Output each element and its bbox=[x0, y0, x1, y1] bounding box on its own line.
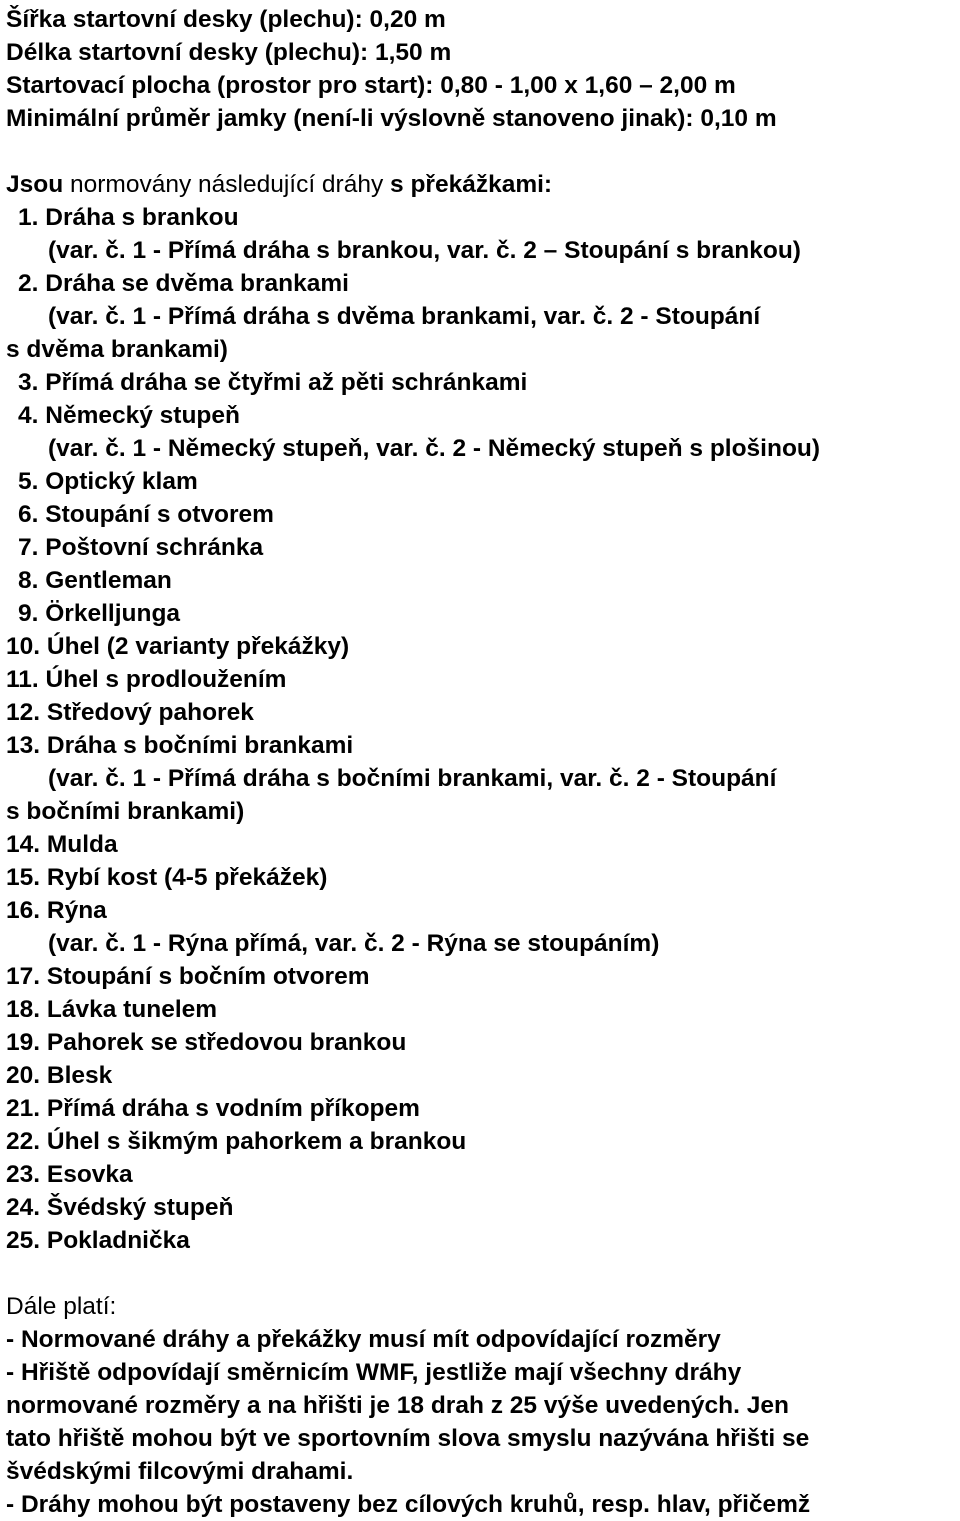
track-name: Dráha s brankou bbox=[45, 204, 239, 231]
track-item bbox=[6, 564, 956, 597]
track-name: Úhel s prodloužením bbox=[45, 666, 287, 693]
track-number: 12. bbox=[6, 699, 41, 726]
track-name: Přímá dráha se čtyřmi až pěti schránkami bbox=[45, 369, 528, 396]
track-item bbox=[6, 531, 956, 564]
track-item bbox=[6, 201, 956, 234]
track-name: Stoupání s bočním otvorem bbox=[46, 963, 370, 990]
track-name: Přímá dráha s vodním příkopem bbox=[46, 1095, 420, 1122]
track-name: Örkelljunga bbox=[45, 600, 181, 627]
rules-line: - Dráhy mohou být postaveny bez cílových kruhů, resp. hlav, přičemž bbox=[6, 1491, 811, 1518]
track-name: Pahorek se středovou brankou bbox=[46, 1029, 407, 1056]
track-item bbox=[6, 597, 956, 630]
track-variants: (var. č. 1 - Přímá dráha s dvěma brankami, var. č. 2 - Stoupání bbox=[48, 303, 761, 330]
track-number: 25. bbox=[6, 1227, 41, 1254]
track-name: Blesk bbox=[46, 1062, 113, 1089]
track-name: Rybí kost (4-5 překážek) bbox=[46, 864, 328, 891]
track-item bbox=[6, 1059, 956, 1092]
track-number: 18. bbox=[6, 996, 41, 1023]
track-list bbox=[6, 201, 956, 1257]
track-variants: (var. č. 1 - Rýna přímá, var. č. 2 - Rýna se stoupáním) bbox=[48, 930, 660, 957]
track-item bbox=[6, 1092, 956, 1125]
rules-line: tato hřiště mohou být ve sportovním slova smyslu nazývána hřišti se bbox=[6, 1425, 810, 1452]
track-item bbox=[6, 861, 956, 894]
rules-line: - Hřiště odpovídají směrnicím WMF, jestliže mají všechny dráhy bbox=[6, 1359, 742, 1386]
track-item bbox=[6, 993, 956, 1026]
rules-line: švédskými filcovými drahami. bbox=[6, 1458, 354, 1485]
rules-heading: Dále platí: bbox=[6, 1293, 117, 1320]
track-name: Poštovní schránka bbox=[45, 534, 264, 561]
track-number: 13. bbox=[6, 732, 41, 759]
spec-line: Startovací plocha (prostor pro start): 0,80 - 1,00 x 1,60 – 2,00 m bbox=[6, 72, 736, 99]
track-item bbox=[6, 366, 956, 399]
track-name: Mulda bbox=[46, 831, 118, 858]
track-number: 6. bbox=[18, 501, 39, 528]
track-item bbox=[6, 894, 956, 927]
document-page bbox=[6, 3, 956, 1521]
track-number: 21. bbox=[6, 1095, 41, 1122]
track-variants-continuation: s bočními brankami) bbox=[6, 798, 245, 825]
track-name: Stoupání s otvorem bbox=[45, 501, 274, 528]
track-item bbox=[6, 1224, 956, 1257]
track-name: Gentleman bbox=[45, 567, 172, 594]
track-number: 11. bbox=[6, 666, 39, 693]
track-name: Esovka bbox=[46, 1161, 133, 1188]
track-item bbox=[6, 1125, 956, 1158]
track-number: 1. bbox=[18, 204, 39, 231]
track-number: 3. bbox=[18, 369, 39, 396]
track-name: Švédský stupeň bbox=[46, 1194, 234, 1221]
intro-part: normovány následující dráhy bbox=[63, 171, 391, 198]
track-item bbox=[6, 696, 956, 729]
intro-part: Jsou bbox=[6, 171, 64, 198]
track-item bbox=[6, 828, 956, 861]
track-name: Německý stupeň bbox=[45, 402, 240, 429]
track-name: Dráha se dvěma brankami bbox=[45, 270, 349, 297]
intro-line bbox=[6, 168, 956, 201]
spacer bbox=[6, 135, 956, 168]
track-variants-continuation: s dvěma brankami) bbox=[6, 336, 228, 363]
track-number: 9. bbox=[18, 600, 39, 627]
track-number: 5. bbox=[18, 468, 39, 495]
track-item bbox=[6, 498, 956, 531]
track-name: Optický klam bbox=[45, 468, 198, 495]
track-number: 22. bbox=[6, 1128, 41, 1155]
spec-line: Šířka startovní desky (plechu): 0,20 m bbox=[6, 6, 446, 33]
spec-line: Délka startovní desky (plechu): 1,50 m bbox=[6, 39, 452, 66]
track-name: Úhel (2 varianty překážky) bbox=[46, 633, 350, 660]
track-item bbox=[6, 1026, 956, 1059]
rules-line: - Normované dráhy a překážky musí mít odpovídající rozměry bbox=[6, 1326, 721, 1353]
track-number: 8. bbox=[18, 567, 39, 594]
track-number: 14. bbox=[6, 831, 41, 858]
track-number: 2. bbox=[18, 270, 39, 297]
track-item bbox=[6, 729, 956, 762]
track-number: 19. bbox=[6, 1029, 41, 1056]
track-name: Rýna bbox=[46, 897, 107, 924]
track-number: 7. bbox=[18, 534, 39, 561]
track-name: Lávka tunelem bbox=[46, 996, 218, 1023]
track-item bbox=[6, 663, 956, 696]
spacer bbox=[6, 1257, 956, 1290]
track-item bbox=[6, 960, 956, 993]
track-number: 20. bbox=[6, 1062, 41, 1089]
track-name: Úhel s šikmým pahorkem a brankou bbox=[46, 1128, 467, 1155]
track-number: 4. bbox=[18, 402, 39, 429]
track-number: 16. bbox=[6, 897, 41, 924]
track-variants: (var. č. 1 - Přímá dráha s brankou, var. č. 2 – Stoupání s brankou) bbox=[48, 237, 801, 264]
track-item bbox=[6, 1158, 956, 1191]
track-item bbox=[6, 399, 956, 432]
track-number: 17. bbox=[6, 963, 41, 990]
track-number: 15. bbox=[6, 864, 41, 891]
spec-line: Minimální průměr jamky (není-li výslovně stanoveno jinak): 0,10 m bbox=[6, 105, 777, 132]
track-item bbox=[6, 267, 956, 300]
track-variants: (var. č. 1 - Přímá dráha s bočními brankami, var. č. 2 - Stoupání bbox=[48, 765, 777, 792]
track-variants: (var. č. 1 - Německý stupeň, var. č. 2 - Německý stupeň s plošinou) bbox=[48, 435, 821, 462]
track-name: Středový pahorek bbox=[46, 699, 254, 726]
track-name: Pokladnička bbox=[46, 1227, 190, 1254]
track-item bbox=[6, 1191, 956, 1224]
track-name: Dráha s bočními brankami bbox=[46, 732, 354, 759]
track-number: 23. bbox=[6, 1161, 41, 1188]
track-number: 10. bbox=[6, 633, 41, 660]
intro-part: s překážkami: bbox=[390, 171, 553, 198]
track-item bbox=[6, 630, 956, 663]
track-number: 24. bbox=[6, 1194, 41, 1221]
rules-line: normované rozměry a na hřišti je 18 drah z 25 výše uvedených. Jen bbox=[6, 1392, 789, 1419]
track-item bbox=[6, 465, 956, 498]
